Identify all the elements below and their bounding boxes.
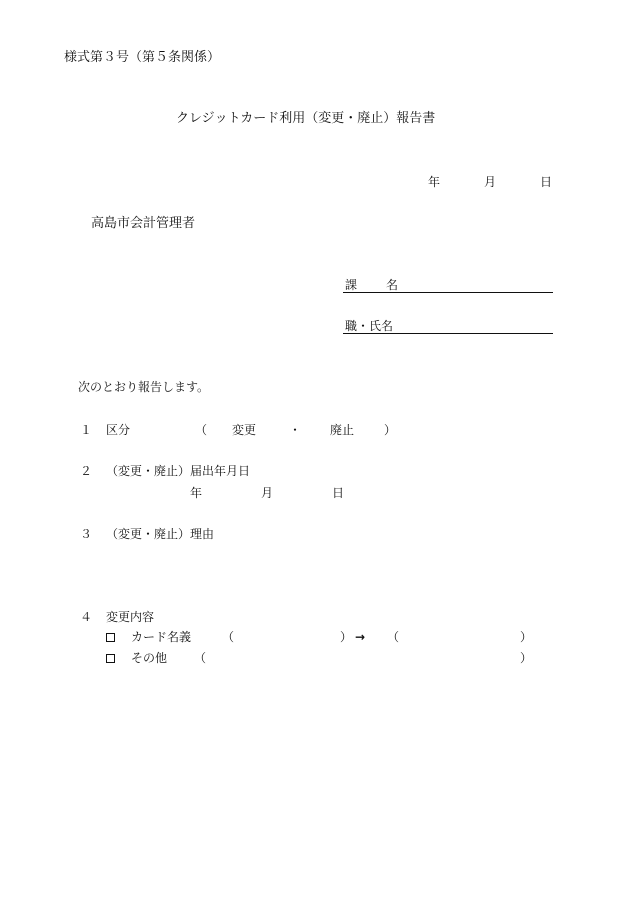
item3-number: ３ [80,527,93,541]
card-holder-open-paren: （ [222,630,235,644]
item1-option-abolish[interactable]: 廃止 [330,423,355,437]
card-holder-close-paren: ） [340,630,353,644]
other-open-paren: （ [194,651,207,665]
section-name-field[interactable] [343,292,553,293]
item2-number: ２ [80,464,93,478]
item1-number: １ [80,423,93,437]
intro-text: 次のとおり報告します。 [78,380,210,394]
section-label-mei: 名 [386,278,399,292]
name-field[interactable] [343,333,553,334]
item3-label: （変更・廃止）理由 [106,527,215,541]
card-holder-checkbox[interactable] [106,633,115,642]
date-day-label: 日 [540,175,553,189]
arrow-right-icon: → [355,630,366,644]
item1-open-paren: （ [195,423,208,437]
date-year-label: 年 [428,175,441,189]
item1-separator: ・ [289,423,302,437]
name-label: 職・氏名 [345,319,394,333]
item2-day-label: 日 [332,486,345,500]
card-holder-new-open-paren: （ [387,630,400,644]
other-close-paren: ） [520,651,533,665]
item2-month-label: 月 [261,486,274,500]
page-title: クレジットカード利用（変更・廃止）報告書 [176,111,436,126]
addressee: 高島市会計管理者 [91,216,196,231]
item1-close-paren: ） [384,423,397,437]
section-label-ka: 課 [345,278,358,292]
item1-option-change[interactable]: 変更 [232,423,257,437]
other-label: その他 [131,651,168,665]
item2-year-label: 年 [190,486,203,500]
item1-label: 区分 [106,423,131,437]
card-holder-label: カード名義 [131,630,192,644]
card-holder-new-close-paren: ） [520,630,533,644]
form-number: 様式第３号（第５条関係） [64,50,221,65]
other-checkbox[interactable] [106,654,115,663]
item2-label: （変更・廃止）届出年月日 [106,464,251,478]
item4-label: 変更内容 [106,610,155,624]
item4-number: ４ [80,610,93,624]
date-month-label: 月 [484,175,497,189]
